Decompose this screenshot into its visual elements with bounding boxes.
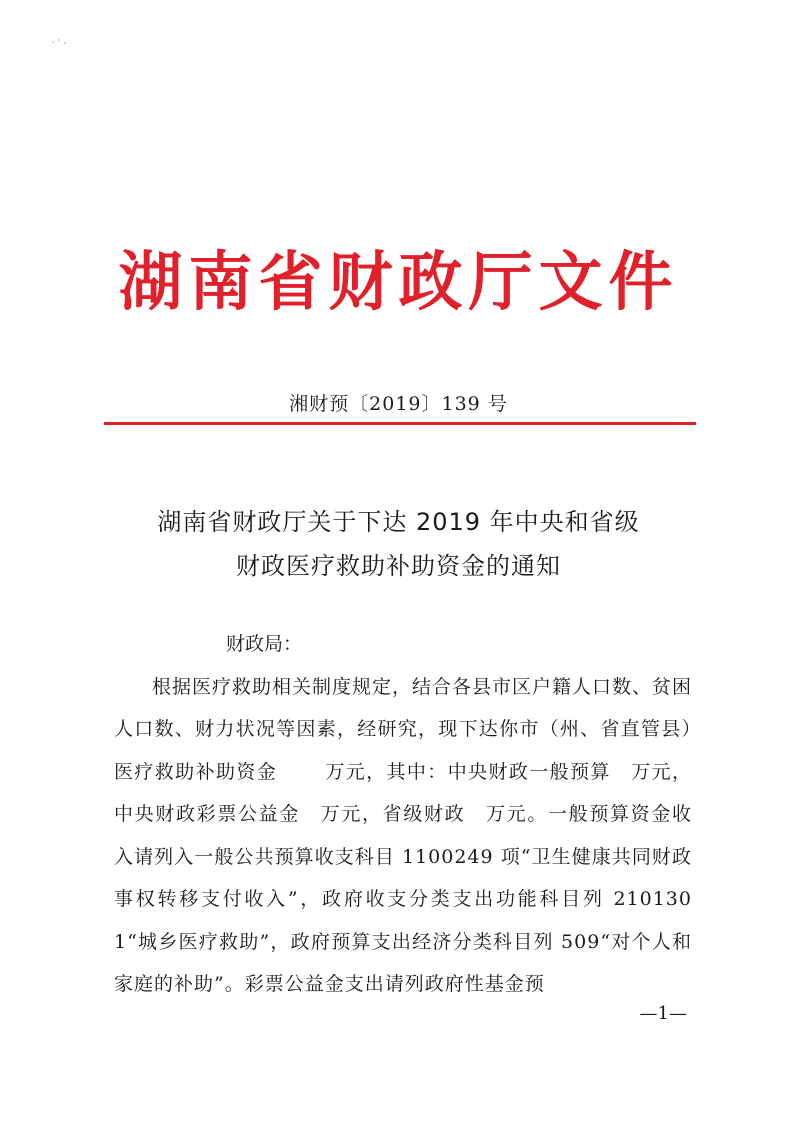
scan-speck <box>52 38 70 44</box>
header-title: 湖南省财政厅文件 <box>118 246 679 320</box>
doc-title-line-2: 财政医疗救助补助资金的通知 <box>236 552 561 580</box>
page-number: —1— <box>639 1003 687 1024</box>
doc-title <box>0 500 797 588</box>
red-divider <box>104 422 696 425</box>
body-text <box>114 623 692 1006</box>
doc-title-line-1: 湖南省财政厅关于下达 2019 年中央和省级 <box>157 508 640 536</box>
doc-number: 湘财预〔2019〕139 号 <box>289 393 508 415</box>
salutation: 财政局： <box>226 633 303 655</box>
body-paragraph: 根据医疗救助相关制度规定，结合各县市区户籍人口数、贫困人口数、财力状况等因素，经研究，现下达你市（州、省直管县）医疗救助补助资金 万元，其中：中央财政一般预算 万元，中央财政彩票公益金 万元，省级财政 万元。一般预算资金收入请列入一般公共预算收支科目 1100249 项“卫生健康共同财政事权转移支付收入”，政府收支分类支出功能科目列 2101301“城乡医疗救助”，政府预算支出经济分类科目列 509“对个人和家庭的补助”。彩票公益金支出请列政府性基金预 <box>114 675 693 995</box>
